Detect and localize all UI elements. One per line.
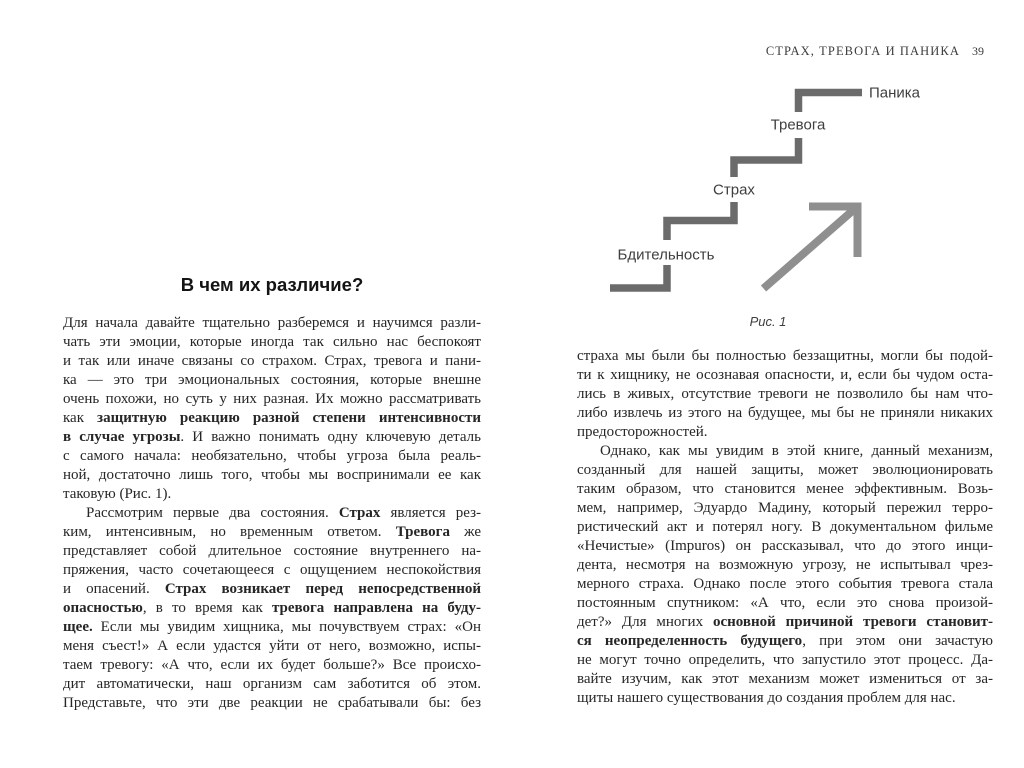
text-line: созданный для нашей защиты, может эволюционировать	[577, 462, 993, 478]
text-line: и опасений. Страх возникает перед непосредственной	[63, 581, 481, 597]
left-page-body	[63, 314, 481, 713]
text-line: ристический акт и потерял ногу. В документальном фильме	[577, 519, 993, 535]
text-line: чать эти эмоции, которые иногда так сильно нас беспокоят	[63, 334, 481, 350]
text-line: Однако, как мы увидим в этой книге, данный механизм,	[600, 443, 993, 459]
text-line: ким, интенсивным, но временным ответом. Тревога же	[63, 524, 481, 540]
text-line: ной, достаточно лишь того, чтобы мы воспринимали ее как	[63, 467, 481, 483]
text-line: пряжения, часто сочетающееся с ощущением неспокойствия	[63, 562, 481, 578]
text-line: таковую (Рис. 1).	[63, 486, 172, 502]
text-line: лись в живых, отсутствие тревоги не позволило бы нам что-	[577, 386, 993, 402]
text-line: дента, несмотря на возможную угрозу, не испытывал чрез-	[577, 557, 993, 573]
figure-stairs	[598, 78, 938, 338]
text-line: и так или иначе связаны со страхом. Страх, тревога и пани-	[63, 353, 481, 369]
text-line: опасностью, в то время как тревога направлена на буду-	[63, 600, 481, 616]
page-number: 39	[972, 44, 984, 58]
text-line: ка — это три эмоциональных состояния, которые внешне	[63, 372, 481, 388]
text-line: мем, например, Эдуардо Мадину, который пережил терро-	[577, 500, 993, 516]
text-line: Рассмотрим первые два состояния. Страх является рез-	[86, 505, 481, 521]
text-line: постоянным спутником: «А что, если это снова произой-	[577, 595, 993, 611]
text-line: в случае угрозы. И важно понимать одну ключевую деталь	[63, 429, 481, 445]
right-page-body	[577, 347, 993, 708]
text-line: щее. Если мы увидим хищника, мы почувствуем страх: «Он	[63, 619, 481, 635]
stair-label-vigilance: Бдительность	[617, 246, 715, 264]
text-line: таем тревогу: «А что, если их будет больше?» Все происхо-	[63, 657, 481, 673]
text-line: меня съест!» А если удастся уйти от него, возможно, испы-	[63, 638, 481, 654]
stair-step-1	[610, 265, 667, 288]
text-line: Представьте, что эти две реакции не срабатывали бы: без	[63, 695, 481, 711]
stair-step-3	[734, 138, 799, 177]
text-line: таким образом, что становится менее эффективным. Возь-	[577, 481, 993, 497]
text-line: мерного страха. Однако после этого события тревога стала	[577, 576, 993, 592]
text-line: дит автоматически, наш организм сам заботится об этом.	[63, 676, 481, 692]
text-line: вайте изучим, как этот механизм может измениться от за-	[577, 671, 993, 687]
stair-label-fear: Страх	[713, 181, 755, 199]
text-line: как защитную реакцию разной степени интенсивности	[63, 410, 481, 426]
section-heading: В чем их различие?	[180, 274, 364, 295]
text-line: «Нечистые» (Impuros) он рассказывал, что до этого инци-	[577, 538, 993, 554]
text-line: дет?» Для многих основной причиной тревоги становит-	[577, 614, 993, 630]
arrow-shaft	[764, 210, 855, 289]
running-head	[766, 44, 984, 59]
text-line: предосторожностей.	[577, 424, 708, 440]
stair-step-2	[667, 202, 734, 240]
text-line: ся неопределенность будущего, при этом они зачастую	[577, 633, 993, 649]
text-line: очень похожи, но суть у них разная. Их можно рассматривать	[63, 391, 481, 407]
stair-label-panic: Паника	[869, 84, 921, 102]
figure-caption: Рис. 1	[749, 314, 787, 329]
stair-label-anxiety: Тревога	[770, 116, 826, 134]
text-line: не могут точно определить, что запустило этот процесс. Да-	[577, 652, 993, 668]
text-line: представляет собой длительное состояние внутреннего на-	[63, 543, 481, 559]
text-line: щиты нашего существования до создания проблем для нас.	[577, 690, 956, 706]
stair-step-4	[799, 93, 863, 113]
text-line: с самого начала: необязательно, чтобы угроза была реаль-	[63, 448, 481, 464]
stairs-diagram-svg	[598, 78, 938, 338]
text-line: ти к хищнику, не осознавая опасности, и, если бы чудом оста-	[577, 367, 993, 383]
text-line: Для начала давайте тщательно разберемся и научимся разли-	[63, 315, 481, 331]
running-head-title: СТРАХ, ТРЕВОГА И ПАНИКА	[765, 44, 960, 58]
text-line: страха мы были бы полностью беззащитны, могли бы подой-	[577, 348, 993, 364]
text-line: либо извлечь из этого на будущее, мы бы не приняли никаких	[577, 405, 993, 421]
